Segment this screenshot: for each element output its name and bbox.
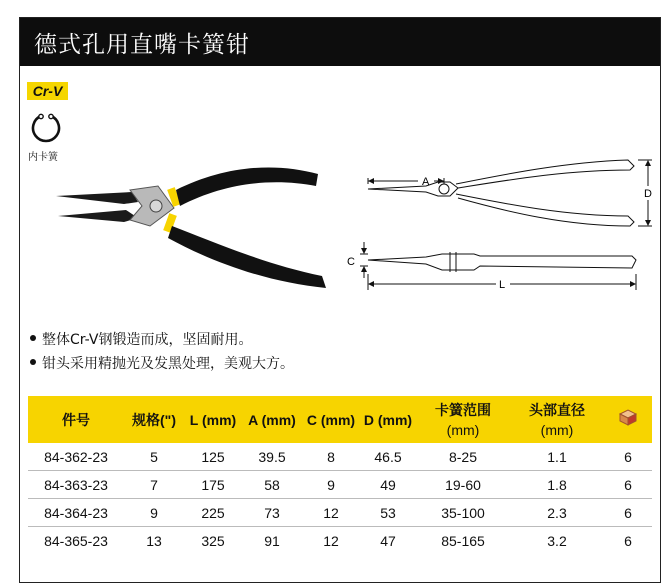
- col-header-part-no: 件号: [62, 411, 90, 428]
- table-cell: 9: [302, 471, 360, 499]
- table-cell: 12: [302, 499, 360, 527]
- col-header-circlip-range: 卡簧范围 (mm): [435, 401, 491, 438]
- feature-list: [30, 328, 294, 376]
- table-cell: 13: [146, 532, 162, 549]
- table-cell: 84-365-23: [44, 532, 108, 549]
- circlip-label: 内卡簧: [28, 152, 58, 163]
- table-cell: 46.5: [360, 443, 416, 471]
- table-cell: 8: [302, 443, 360, 471]
- table-cell: 49: [360, 471, 416, 499]
- table-cell: 19-60: [416, 471, 510, 499]
- table-cell: 12: [323, 532, 339, 549]
- page-title: 德式孔用直嘴卡簧钳: [34, 32, 250, 58]
- table-row: [28, 499, 652, 527]
- pliers-photo: [54, 166, 334, 294]
- col-header-d: D (mm): [363, 411, 413, 428]
- spec-table: [28, 396, 652, 554]
- table-cell: 9: [124, 499, 184, 527]
- dim-a-label: A: [422, 176, 430, 188]
- table-cell: 85-165: [441, 532, 485, 549]
- table-cell: 84-362-23: [28, 443, 124, 471]
- table-cell: 7: [124, 471, 184, 499]
- table-cell: 225: [184, 499, 242, 527]
- dim-d-label: D: [644, 188, 652, 200]
- table-cell: 84-363-23: [28, 471, 124, 499]
- table-cell: 35-100: [416, 499, 510, 527]
- bullet-dot: [30, 359, 36, 365]
- table-cell: 6: [624, 532, 632, 549]
- table-row: [28, 471, 652, 499]
- table-header-row: [28, 396, 652, 443]
- table-cell: 1.8: [510, 471, 604, 499]
- dim-c-label: C: [347, 256, 355, 268]
- dim-l-label: L: [499, 279, 506, 291]
- table-row: [28, 443, 652, 471]
- col-header-c: C (mm): [306, 411, 356, 428]
- table-cell: 73: [242, 499, 302, 527]
- dimension-diagram: [346, 156, 656, 296]
- col-header-a: A (mm): [248, 411, 296, 428]
- circlip-icon: [29, 112, 63, 146]
- table-cell: 84-364-23: [28, 499, 124, 527]
- table-cell: 1.1: [510, 443, 604, 471]
- table-cell: 8-25: [416, 443, 510, 471]
- feature-item: 钳头采用精抛光及发黑处理，美观大方。: [30, 352, 294, 376]
- table-cell: 3.2: [547, 532, 567, 549]
- col-header-package: [604, 396, 652, 443]
- table-cell: 2.3: [510, 499, 604, 527]
- table-cell: 58: [242, 471, 302, 499]
- box-icon: [618, 408, 638, 426]
- table-cell: 91: [264, 532, 280, 549]
- table-cell: 53: [360, 499, 416, 527]
- col-header-tip-diameter: 头部直径 (mm): [529, 401, 585, 438]
- table-cell: 6: [604, 443, 652, 471]
- table-cell: 175: [184, 471, 242, 499]
- table-cell: 325: [201, 532, 225, 549]
- crv-badge: Cr-V: [27, 82, 68, 100]
- table-cell: 39.5: [242, 443, 302, 471]
- product-sheet: [19, 17, 661, 583]
- table-cell: 6: [604, 499, 652, 527]
- table-cell: 6: [604, 471, 652, 499]
- title-bar: [20, 18, 660, 66]
- table-cell: 5: [124, 443, 184, 471]
- bullet-dot: [30, 335, 36, 341]
- table-row: [28, 527, 652, 555]
- col-header-l: L (mm): [189, 411, 237, 428]
- table-cell: 125: [184, 443, 242, 471]
- table-cell: 47: [380, 532, 396, 549]
- col-header-size: 规格("): [132, 411, 176, 428]
- feature-item: 整体Cr-V钢锻造而成，坚固耐用。: [30, 328, 294, 352]
